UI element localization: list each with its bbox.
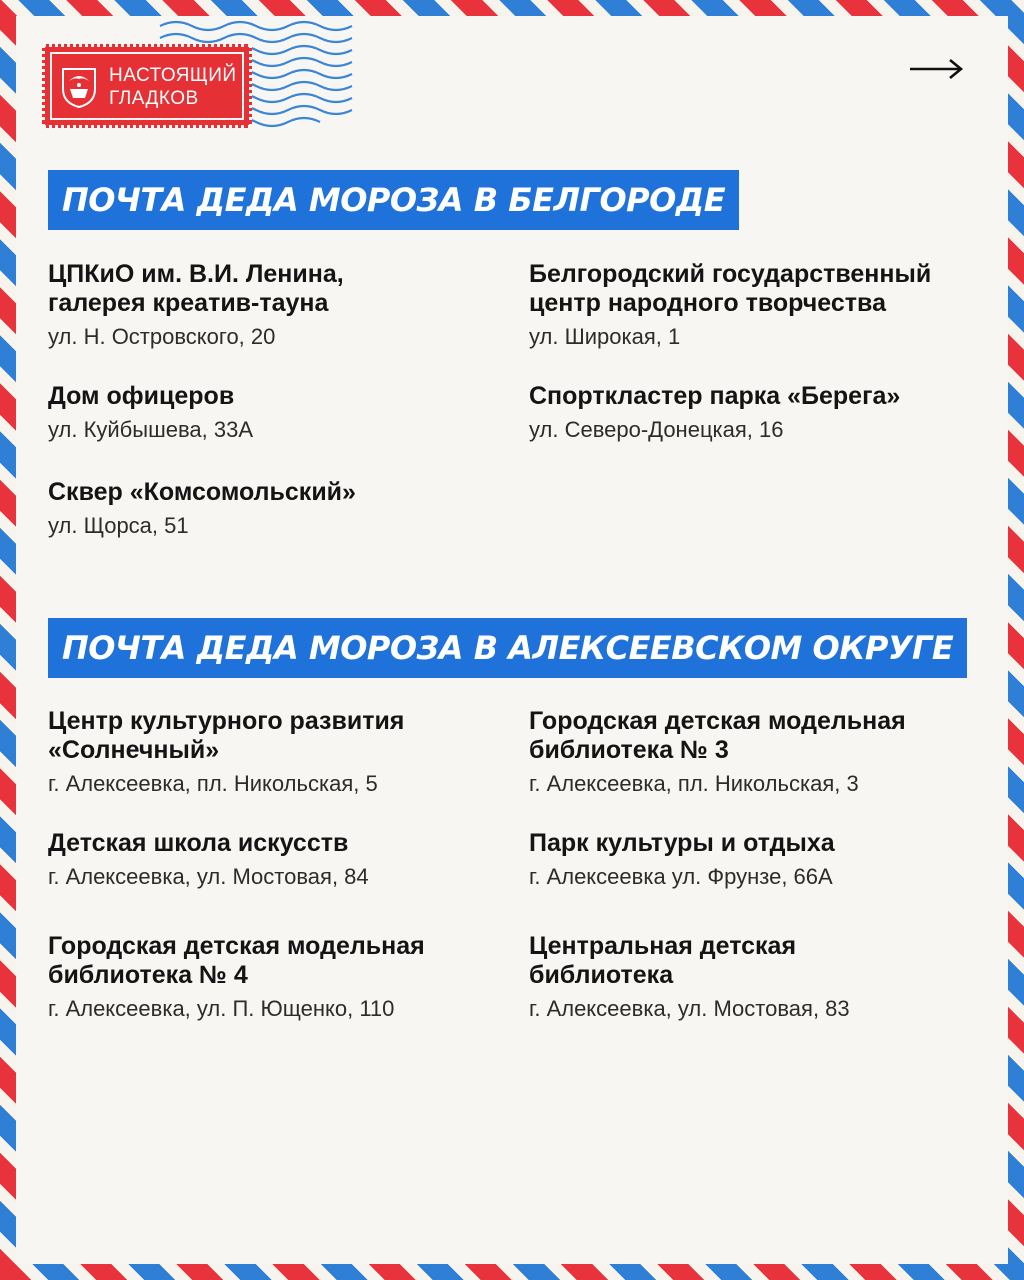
section-heading-alekseevka: ПОЧТА ДЕДА МОРОЗА В АЛЕКСЕЕВСКОМ ОКРУГЕ: [48, 618, 967, 678]
list-item: [529, 382, 979, 443]
list-item: [48, 829, 498, 890]
location-address: ул. Широкая, 1: [529, 324, 681, 349]
location-address: г. Алексеевка, ул. Мостовая, 84: [48, 864, 369, 889]
brand-line-2: ГЛАДКОВ: [109, 88, 199, 109]
list-item: [48, 260, 498, 350]
list-item: [529, 829, 979, 890]
list-item: [529, 932, 979, 1022]
location-title: Центральная детская библиотека: [529, 932, 797, 989]
location-address: ул. Куйбышева, 33А: [48, 417, 254, 442]
location-title: Парк культуры и отдыха: [529, 829, 835, 857]
location-title: Городская детская модельная библиотека № 4: [48, 932, 425, 989]
location-address: г. Алексеевка, пл. Никольская, 5: [48, 771, 378, 796]
brand-stamp: [42, 44, 252, 128]
location-title: Белгородский государственный центр народного творчества: [529, 260, 932, 317]
brand-line-1: НАСТОЯЩИЙ: [109, 65, 237, 86]
section-heading-belgorod: ПОЧТА ДЕДА МОРОЗА В БЕЛГОРОДЕ: [48, 170, 739, 230]
location-address: ул. Щорса, 51: [48, 513, 189, 538]
location-address: ул. Н. Островского, 20: [48, 324, 276, 349]
envelope-paper: [16, 16, 1008, 1264]
arrow-right-icon[interactable]: [908, 54, 964, 84]
location-address: г. Алексеевка, пл. Никольская, 3: [529, 771, 859, 796]
list-item: [48, 478, 498, 539]
location-title: Дом офицеров: [48, 382, 235, 410]
location-title: Городская детская модельная библиотека № 3: [529, 707, 906, 764]
location-address: г. Алексеевка, ул. Мостовая, 83: [529, 996, 850, 1021]
location-title: ЦПКиО им. В.И. Ленина, галерея креатив-тауна: [48, 260, 344, 317]
list-item: [529, 707, 979, 797]
list-item: [48, 932, 498, 1022]
location-title: Сквер «Комсомольский»: [48, 478, 356, 506]
list-item: [48, 382, 498, 443]
list-item: [529, 260, 979, 350]
location-title: Спорткластер парка «Берега»: [529, 382, 901, 410]
location-title: Центр культурного развития «Солнечный»: [48, 707, 405, 764]
list-item: [48, 707, 498, 797]
location-address: г. Алексеевка, ул. П. Ющенко, 110: [48, 996, 395, 1021]
location-address: г. Алексеевка ул. Фрунзе, 66А: [529, 864, 833, 889]
location-address: ул. Северо-Донецкая, 16: [529, 417, 784, 442]
belgorod-crest-icon: [59, 65, 99, 109]
location-title: Детская школа искусств: [48, 829, 349, 857]
